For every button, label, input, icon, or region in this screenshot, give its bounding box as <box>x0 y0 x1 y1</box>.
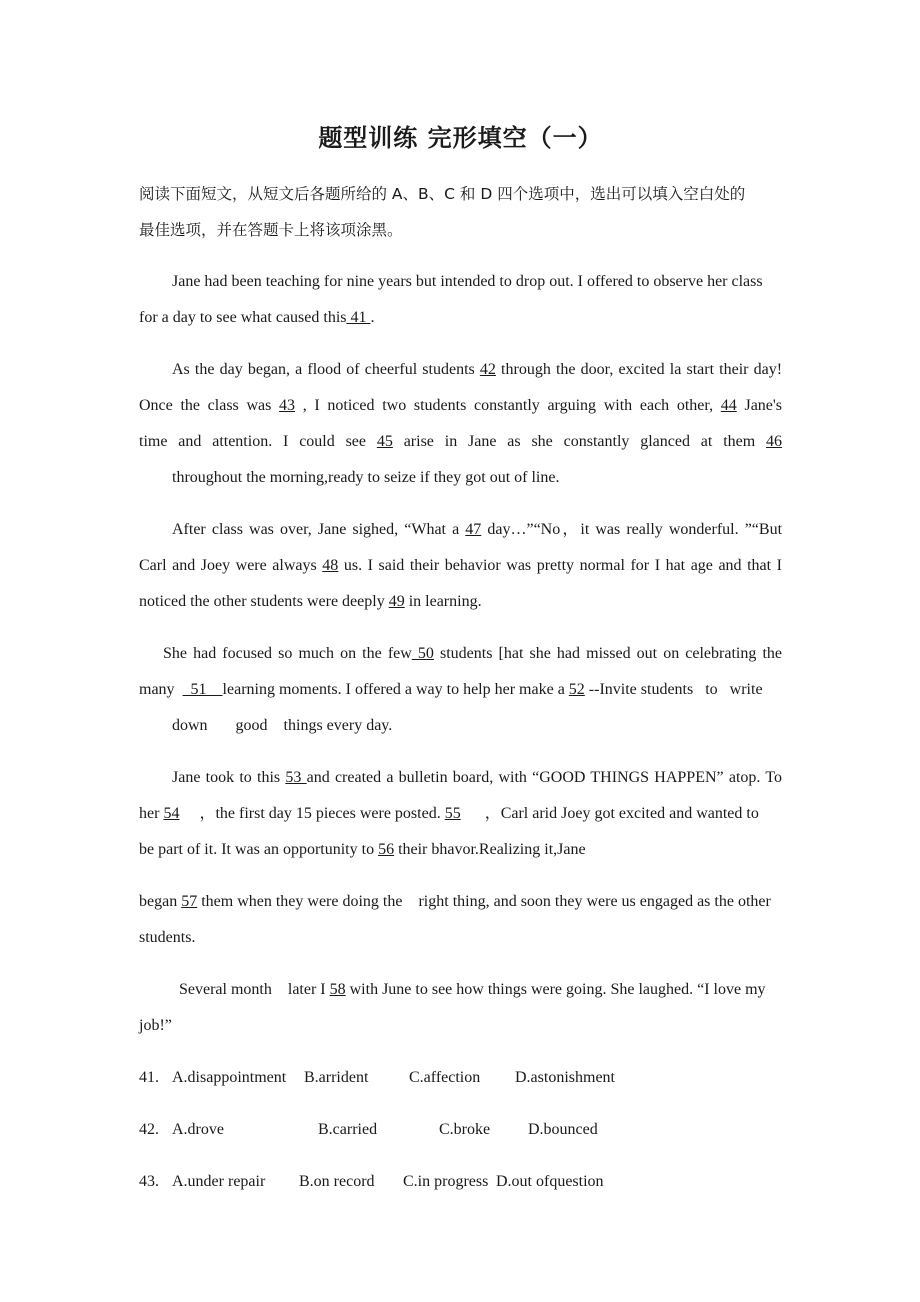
p5-text: Jane took to this <box>172 769 281 786</box>
blank-41: 41 <box>346 309 371 326</box>
p2-text: time and attention. I could see <box>139 433 367 450</box>
p6-line-2 <box>139 928 782 948</box>
p6-text: began <box>139 893 178 910</box>
blank-55: 55 <box>444 805 461 822</box>
blank-46: 46 <box>766 433 783 450</box>
blank-57: 57 <box>181 893 198 910</box>
option-d: D.astonishment <box>515 1069 615 1086</box>
p7-line-1 <box>139 980 782 1000</box>
blank-47: 47 <box>465 521 482 538</box>
blank-53: 53 <box>285 769 307 786</box>
p7-text: job!” <box>139 1017 172 1034</box>
blank-58: 58 <box>329 981 346 998</box>
p3-text: After class was over, Jane sighed, “What a <box>172 521 460 538</box>
p5-text: their bhavor.Realizing it,Jane <box>398 841 586 858</box>
p2-text: Once the class was <box>139 397 272 414</box>
p5-text: be part of it. It was an opportunity to <box>139 841 375 858</box>
p4-line-2 <box>139 680 782 700</box>
p1-text: . <box>370 309 375 326</box>
blank-54: 54 <box>163 805 180 822</box>
p3-text: in learning. <box>408 593 482 610</box>
option-d: D.out ofquestion <box>496 1173 604 1190</box>
p7-line-2 <box>139 1016 782 1036</box>
option-c: C.affection <box>409 1069 481 1086</box>
option-b: B.on record <box>299 1173 375 1190</box>
p3-text: Carl and Joey were always <box>139 557 317 574</box>
p4-text: She had focused so much on the few <box>163 645 412 662</box>
blank-45: 45 <box>376 433 393 450</box>
p2-text: , I noticed two students constantly arguing with each other, <box>302 397 714 414</box>
instruction-line-2: 最佳选项，并在答题卡上将该项涂黑。 <box>139 221 403 239</box>
blank-50: 50 <box>411 645 434 662</box>
p3-line-2 <box>139 556 782 576</box>
option-b: B.carried <box>318 1121 378 1138</box>
p4-text: students [hat she had missed out on celebrating the <box>440 645 782 662</box>
p2-line-4 <box>139 468 782 488</box>
option-a: A.drove <box>172 1121 224 1138</box>
p6-text: students. <box>139 929 196 946</box>
p3-text: day…”“No，it was really wonderful. ”“But <box>487 521 783 538</box>
option-c: C.broke <box>439 1121 491 1138</box>
blank-42: 42 <box>479 361 496 378</box>
p5-text: her <box>139 805 160 822</box>
p3-line-3 <box>139 592 782 612</box>
p2-line-3 <box>139 432 782 452</box>
page-title: 题型训练 完形填空（一） <box>318 124 603 152</box>
option-a: A.disappointment <box>172 1069 287 1086</box>
p2-text: As the day began, a flood of cheerful students <box>172 361 475 378</box>
p6-text: them when they were doing the right thing, and soon they were us engaged as the other <box>201 893 771 910</box>
blank-49: 49 <box>388 593 405 610</box>
p4-text: --Invite students to write <box>588 681 763 698</box>
blank-43: 43 <box>279 397 296 414</box>
p5-line-1 <box>139 768 782 788</box>
question-number: 42. <box>139 1121 159 1138</box>
p1-text: Jane had been teaching for nine years but intended to drop out. I offered to observe her class <box>172 273 763 290</box>
p7-text: with June to see how things were going. She laughed. “I love my <box>349 981 766 998</box>
p2-line-2 <box>139 396 782 416</box>
p4-line-3 <box>139 716 782 736</box>
p4-line-1 <box>139 644 782 664</box>
p2-text: throughout the morning,ready to seize if they got out of line. <box>172 469 560 486</box>
p4-text: many <box>139 681 175 698</box>
p1-line-2 <box>139 308 782 328</box>
instruction-line-1: 阅读下面短文，从短文后各题所给的 A、B、C 和 D 四个选项中，选出可以填入空白处的 <box>139 185 746 203</box>
blank-56: 56 <box>378 841 395 858</box>
p2-text: through the door, excited la start their day! <box>501 361 783 378</box>
blank-51: 51 <box>182 681 223 698</box>
blank-44: 44 <box>720 397 737 414</box>
p4-text: down good things every day. <box>172 717 393 734</box>
p4-text: learning moments. I offered a way to help her make a <box>222 681 565 698</box>
p5-line-2 <box>139 804 782 824</box>
p2-line-1 <box>139 360 782 380</box>
p2-text: arise in Jane as she constantly glanced at them <box>403 433 756 450</box>
p5-text: ，Carl arid Joey got excited and wanted to <box>484 805 759 822</box>
question-number: 43. <box>139 1173 159 1190</box>
p3-text: us. I said their behavior was pretty normal for I hat age and that I <box>343 557 782 574</box>
p1-text: for a day to see what caused this <box>139 309 347 326</box>
p7-text: Several month later I <box>179 981 326 998</box>
option-c: C.in progress <box>403 1173 489 1190</box>
p5-line-3 <box>139 840 782 860</box>
option-b: B.arrident <box>304 1069 369 1086</box>
p5-text: and created a bulletin board, with “GOOD THINGS HAPPEN” atop. To <box>306 769 783 786</box>
question-number: 41. <box>139 1069 159 1086</box>
p3-line-1 <box>139 520 782 540</box>
p5-text: ，the first day 15 pieces were posted. <box>199 805 441 822</box>
p1-line-1 <box>139 272 782 292</box>
p6-line-1 <box>139 892 782 912</box>
p2-text: Jane's <box>744 397 783 414</box>
option-d: D.bounced <box>528 1121 598 1138</box>
blank-48: 48 <box>322 557 339 574</box>
blank-52: 52 <box>568 681 585 698</box>
p3-text: noticed the other students were deeply <box>139 593 385 610</box>
option-a: A.under repair <box>172 1173 266 1190</box>
